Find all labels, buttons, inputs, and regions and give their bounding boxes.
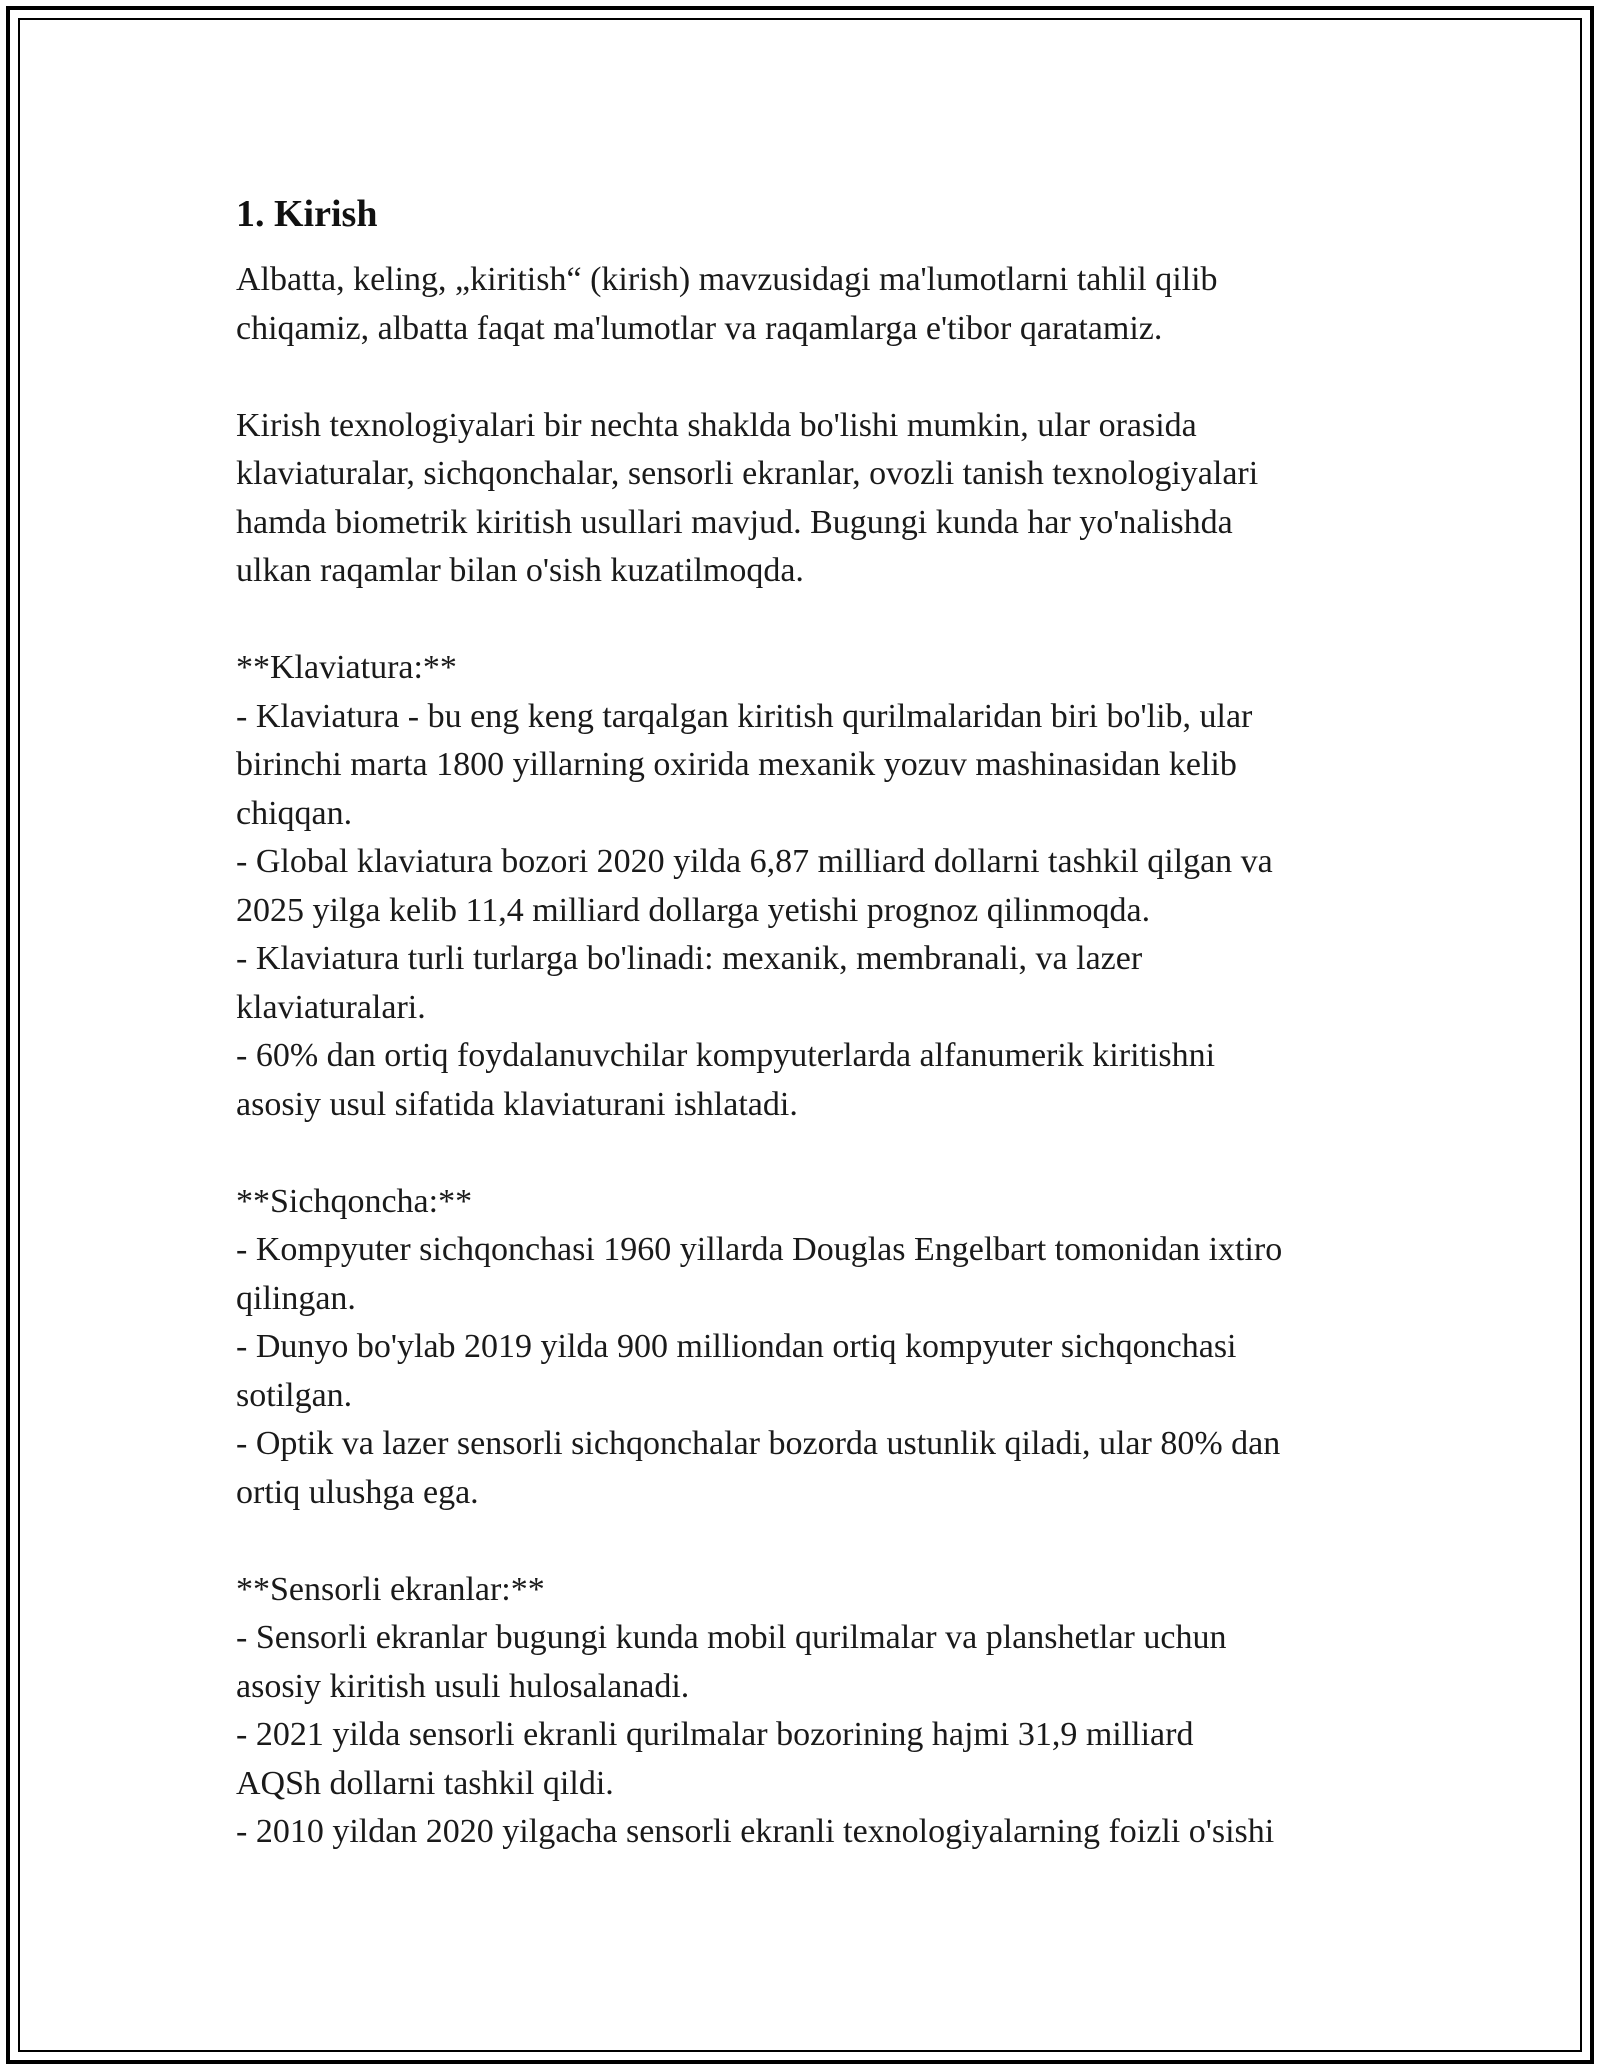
text-line: - Sensorli ekranlar bugungi kunda mobil qurilmalar va planshetlar uchun xyxy=(236,1619,1227,1656)
text-line: sotilgan. xyxy=(236,1376,353,1414)
text-line: qilingan. xyxy=(236,1279,356,1317)
text-line: - 2021 yilda sensorli ekranli qurilmalar bozorining hajmi 31,9 milliard xyxy=(236,1716,1194,1753)
text-line: hamda biometrik kiritish usullari mavjud. Bugungi kunda har yo'nalishda xyxy=(236,503,1233,541)
text-line: ulkan raqamlar bilan o'sish kuzatilmoqda. xyxy=(236,552,804,589)
text-line: - 60% dan ortiq foydalanuvchilar kompyuterlarda alfanumerik kiritishni xyxy=(236,1037,1216,1074)
text-line: **Sichqoncha:** xyxy=(236,1182,473,1220)
text-line: klaviaturalari. xyxy=(236,988,426,1026)
text-line: 2025 yilga kelib 11,4 milliard dollarga yetishi prognoz qilinmoqda. xyxy=(236,891,1151,929)
document-body xyxy=(236,184,1376,1857)
text-line: asosiy kiritish usuli hulosalanadi. xyxy=(236,1667,690,1705)
section-title: 1. Kirish xyxy=(236,193,378,235)
text-line: klaviaturalar, sichqonchalar, sensorli ekranlar, ovozli tanish texnologiyalari xyxy=(236,455,1259,492)
paragraph xyxy=(236,1566,1376,1857)
text-line: birinchi marta 1800 yillarning oxirida mexanik yozuv mashinasidan kelib xyxy=(236,746,1237,783)
text-line: AQSh dollarni tashkil qildi. xyxy=(236,1764,614,1802)
text-line: **Klaviatura:** xyxy=(236,649,457,686)
text-line: - Kompyuter sichqonchasi 1960 yillarda Douglas Engelbart tomonidan ixtiro xyxy=(236,1231,1283,1268)
text-line: chiqamiz, albatta faqat ma'lumotlar va raqamlarga e'tibor qaratamiz. xyxy=(236,309,1163,347)
text-line: - Optik va lazer sensorli sichqonchalar bozorda ustunlik qiladi, ular 80% dan xyxy=(236,1425,1281,1462)
text-line: ortiq ulushga ega. xyxy=(236,1473,479,1511)
paragraph xyxy=(236,644,1376,1129)
text-line: **Sensorli ekranlar:** xyxy=(236,1570,545,1608)
text-line: - 2010 yildan 2020 yilgacha sensorli ekranli texnologiyalarning foizli o'sishi xyxy=(236,1813,1275,1850)
text-line: - Global klaviatura bozori 2020 yilda 6,87 milliard dollarni tashkil qilgan va xyxy=(236,843,1273,880)
text-line: - Dunyo bo'ylab 2019 yilda 900 milliondan ortiq kompyuter sichqonchasi xyxy=(236,1328,1237,1365)
text-line: - Klaviatura - bu eng keng tarqalgan kiritish qurilmalaridan biri bo'lib, ular xyxy=(236,697,1253,735)
text-line: asosiy usul sifatida klaviaturani ishlatadi. xyxy=(236,1085,798,1123)
text-line: - Klaviatura turli turlarga bo'linadi: mexanik, membranali, va lazer xyxy=(236,940,1143,977)
text-line: Kirish texnologiyalari bir nechta shaklda bo'lishi mumkin, ular orasida xyxy=(236,406,1197,444)
paragraph xyxy=(236,256,1376,353)
paragraph xyxy=(236,1178,1376,1518)
paragraph-list xyxy=(236,256,1376,1857)
paragraph xyxy=(236,402,1376,596)
text-line: chiqqan. xyxy=(236,794,353,832)
text-line: Albatta, keling, „kiritish“ (kirish) mavzusidagi ma'lumotlarni tahlil qilib xyxy=(236,261,1218,298)
